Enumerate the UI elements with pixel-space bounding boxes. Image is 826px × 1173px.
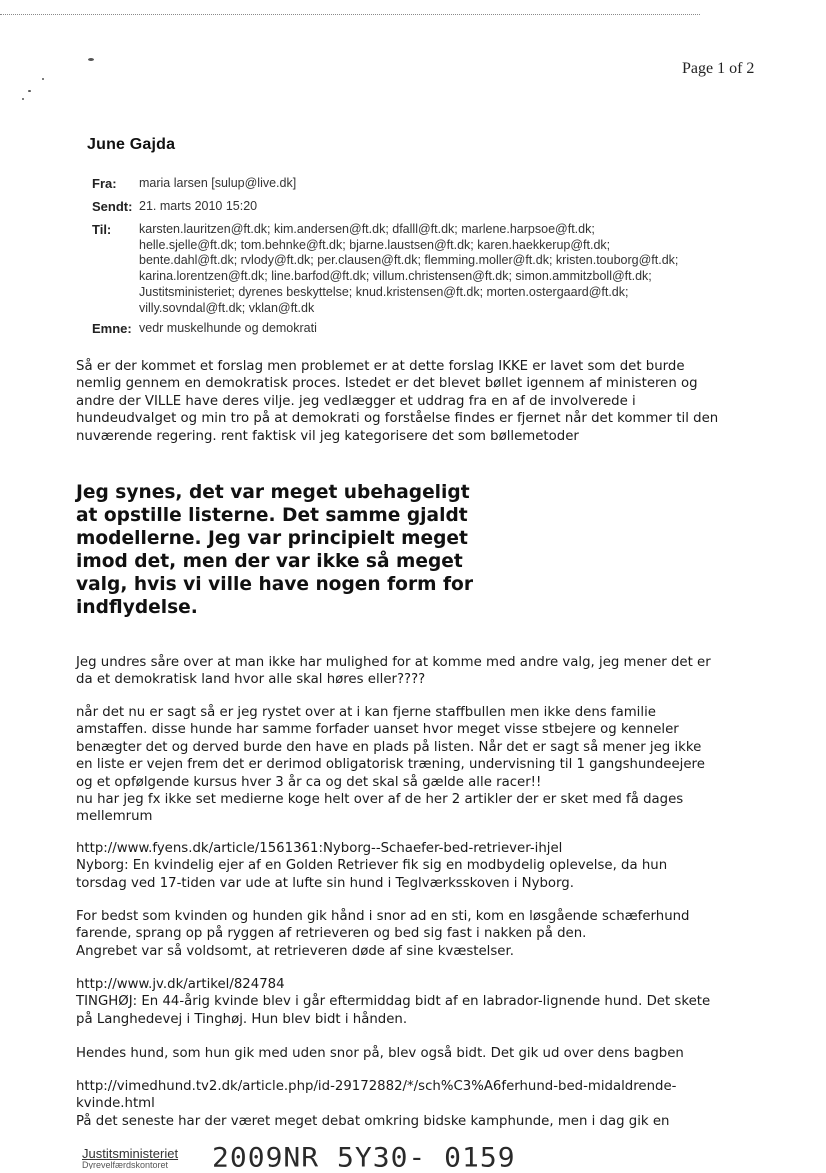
body-line: Hendes hund, som hun gik med uden snor på, blev også bidt. Det gik ud over dens bagben [76,1046,684,1061]
article-link: http://vimedhund.tv2.dk/article.php/id-29172882/*/sch%C3%A6ferhund-bed-midaldrende- [76,1079,677,1094]
quote-line: valg, hvis vi ville have nogen form for [76,574,473,595]
recipient-line: villy.sovndal@ft.dk; vklan@ft.dk [139,300,315,315]
body-line: farende, sprang op på ryggen af retrieveren og bed sig fast i nakken på den. [76,926,587,942]
case-number-stamp: 2009NR 5Y30- 0159 [212,1141,516,1173]
subject-label: Emne: [92,321,132,336]
body-line: Nyborg: En kvindelig ejer af en Golden Retriever fik sig en modbydelig oplevelse, da hun [76,858,668,874]
body-line: Så er der kommet et forslag men problemet er at dette forslag IKKE er lavet som det burde [76,359,685,374]
from-label: Fra: [92,176,117,191]
scan-speck [88,58,94,61]
body-line: Jeg undres såre over at man ikke har mulighed for at komme med andre valg, jeg mener det er [76,655,711,670]
footer-department: Justitsministeriet [82,1146,179,1161]
subject-value: vedr muskelhunde og demokrati [139,321,317,335]
recipient-line: Justitsministeriet; dyrenes beskyttelse; knud.kristensen@ft.dk; morten.ostergaard@ft.dk; [139,284,629,299]
top-dotted-rule [0,14,700,15]
article-1-continued [76,908,776,960]
article-2 [76,976,776,1028]
scan-speck [42,78,44,80]
article-3 [76,1078,776,1130]
recipient-line: karina.lorentzen@ft.dk; line.barfod@ft.dk; villum.christensen@ft.dk; simon.ammitzboll@ft.dk; [139,269,652,284]
recipient-line: bente.dahl@ft.dk; rvlody@ft.dk; per.clausen@ft.dk; flemming.moller@ft.dk; kristen.touborg@ft.dk; [139,253,679,268]
body-line: en liste er vejen frem det er derimod obligatorisk træning, undervisning til 1 gangshundeejere [76,757,705,773]
quote-line: at opstille listerne. Det samme gjaldt [76,505,468,526]
body-paragraph-3 [76,704,776,826]
quote-line: imod det, men der var ikke så meget [76,551,463,572]
quoted-excerpt [76,481,496,619]
body-line: og et opfølgende kursus hver 3 år ca og det skal så gælde alle racer!! [76,774,542,790]
body-line: TINGHØJ: En 44-årig kvinde blev i går eftermiddag bidt af en labrador-lignende hund. Det skete [76,994,711,1010]
article-link: http://www.jv.dk/artikel/824784 [76,977,285,992]
body-line: da et demokratisk land hvor alle skal høres eller???? [76,672,426,688]
page-number: Page 1 of 2 [682,60,755,77]
article-2-continued [76,1045,776,1062]
body-line: Angrebet var så voldsomt, at retrieveren døde af sine kvæstelser. [76,943,514,959]
body-line: For bedst som kvinden og hunden gik hånd i snor ad en sti, kom en løsgående schæferhund [76,909,690,924]
body-line: amstaffen. disse hunde har samme forfader uanset hvor meget visse stbejere og kenneler [76,722,679,738]
body-line: andre der VILLE have deres vilje. jeg vedlægger et uddrag fra en af de involverede i [76,393,636,409]
recipient-list [139,222,779,316]
article-link: http://www.fyens.dk/article/1561361:Nyborg--Schaefer-bed-retriever-ihjel [76,841,563,856]
scan-speck [22,98,24,100]
quote-line: Jeg synes, det var meget ubehageligt [76,482,470,503]
sender-name: June Gajda [87,136,176,153]
recipient-line: helle.sjelle@ft.dk; tom.behnke@ft.dk; bjarne.laustsen@ft.dk; karen.haekkerup@ft.dk; [139,237,611,252]
body-line: på Langhedevej i Tinghøj. Hun blev bidt i hånden. [76,1011,408,1027]
body-paragraph-1 [76,358,776,445]
body-line: torsdag ved 17-tiden var ude at lufte sin hund i Teglværksskoven i Nyborg. [76,875,574,891]
footer-department-sub: Dyrevelfærdskontoret [82,1160,169,1169]
body-line: nuværende regering. rent faktisk vil jeg kategorisere det som bøllemetoder [76,428,579,444]
scan-speck [28,90,31,92]
recipient-line: karsten.lauritzen@ft.dk; kim.andersen@ft.dk; dfalll@ft.dk; marlene.harpsoe@ft.dk; [139,222,595,236]
body-line: nu har jeg fx ikke set medierne koge helt over af de her 2 artikler der er sket med få dages [76,792,684,808]
to-label: Til: [92,222,112,237]
sent-label: Sendt: [92,199,133,214]
article-link: kvinde.html [76,1096,155,1112]
body-line: På det seneste har der været meget debat omkring bidske kamphunde, men i dag gik en [76,1113,670,1129]
sent-value: 21. marts 2010 15:20 [139,199,258,213]
body-line: når det nu er sagt så er jeg rystet over at i kan fjerne staffbullen men ikke dens familie [76,705,656,720]
body-paragraph-2 [76,654,776,689]
quote-line: modellerne. Jeg var principielt meget [76,528,468,549]
article-1 [76,840,776,892]
body-line: benægter det og derved burde den have en plads på listen. Når det er sagt så mener jeg ikke [76,739,702,755]
body-line: hundeudvalget og min tro på at demokrati og forståelse findes er fjernet når det kommer til den [76,411,719,427]
from-value: maria larsen [sulup@live.dk] [139,176,297,190]
body-line: mellemrum [76,809,153,825]
body-line: nemlig gennem en demokratisk proces. Istedet er det blevet bøllet igennem af ministeren og [76,376,698,392]
quote-line: indflydelse. [76,597,198,618]
